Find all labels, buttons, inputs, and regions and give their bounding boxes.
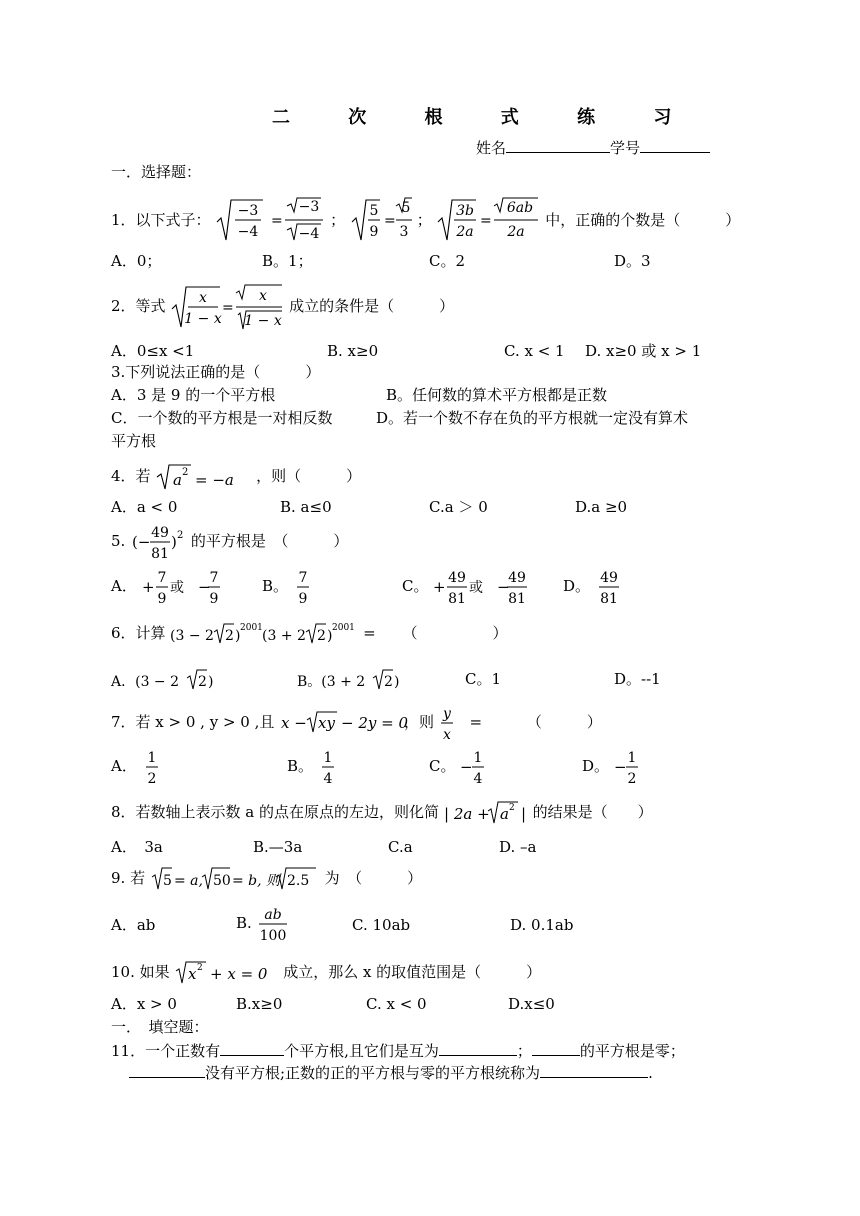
q4-expression xyxy=(155,461,251,493)
q10-option-a[interactable]: A．x > 0 xyxy=(111,995,177,1013)
q7-radicand: xy xyxy=(318,714,336,732)
q6-number: 6．计算 xyxy=(111,624,166,642)
svg-text:(−: (− xyxy=(132,533,151,551)
q11-part-2: 个平方根,且它们是互为 xyxy=(284,1042,439,1060)
q9-option-b[interactable] xyxy=(236,903,291,945)
question-9 xyxy=(111,863,422,894)
q8-option-c[interactable]: C.a xyxy=(388,838,413,856)
q8-power: 2 xyxy=(508,803,515,813)
q4-option-a[interactable]: A．a < 0 xyxy=(111,498,178,516)
q10-option-d[interactable]: D.x≤0 xyxy=(508,995,555,1013)
q2-tail: 成立的条件是（ ） xyxy=(289,297,455,315)
q8-option-a[interactable]: A． 3a xyxy=(111,838,163,856)
q10-option-c[interactable]: C. x < 0 xyxy=(366,995,427,1013)
q5-option-c-expression xyxy=(433,566,553,608)
q9-expression xyxy=(150,864,320,894)
q6-radicand-2: 2 xyxy=(317,628,327,644)
q9-option-c[interactable]: C. 10ab xyxy=(352,916,411,934)
q3-option-d[interactable]: D。若一个数不存在负的平方根就一定没有算术 xyxy=(376,409,689,427)
q6-paren: （ ） xyxy=(402,624,508,642)
q6-expression xyxy=(170,619,356,649)
q4-option-b[interactable]: B. a≤0 xyxy=(280,498,332,516)
q1-expression-2 xyxy=(350,196,412,246)
q5-power: 2 xyxy=(177,530,184,541)
q4-tail: ，则（ ） xyxy=(256,467,362,485)
q2-expression xyxy=(170,283,284,331)
q1-e1-den: −4 xyxy=(238,224,259,240)
q10-tail: 成立，那么 x 的取值范围是（ ） xyxy=(283,963,542,981)
q5-option-c[interactable] xyxy=(402,566,553,608)
q7-frac-den: x xyxy=(442,727,451,743)
q5-option-b[interactable] xyxy=(262,566,313,608)
q9-option-d[interactable]: D. 0.1ab xyxy=(510,916,574,934)
q8-expression xyxy=(444,798,528,828)
q6-a-radicand: 2 xyxy=(198,674,207,690)
question-10 xyxy=(111,957,541,988)
q7-option-c-label: C。 xyxy=(429,757,456,775)
q5-a-den-1: 9 xyxy=(157,591,167,607)
q9-radicand-1: 5 xyxy=(162,873,172,889)
q7-fraction xyxy=(439,702,457,744)
q1-e2-den: 9 xyxy=(369,224,379,240)
q1-e3-rnum: 6ab xyxy=(507,200,534,216)
q7-equals: = xyxy=(469,713,483,731)
q6-close-1: ) xyxy=(235,628,241,644)
question-4 xyxy=(111,460,361,493)
q1-e1-rnum: −3 xyxy=(299,199,320,215)
q5-d-den: 81 xyxy=(599,591,618,607)
q6-equals: = xyxy=(363,624,376,642)
q2-number: 2．等式 xyxy=(111,297,166,315)
q5-b-den: 9 xyxy=(298,591,308,607)
q1-tail: 中，正确的个数是（ ） xyxy=(545,211,741,229)
q11-part-5: 没有平方根;正数的正的平方根与零的平方根统称为 xyxy=(205,1064,541,1082)
q1-option-c[interactable]: C。2 xyxy=(429,252,466,270)
q9-option-b-expression xyxy=(257,903,291,945)
q2-option-b[interactable]: B. x≥0 xyxy=(327,342,379,360)
q7-option-b-label: B。 xyxy=(287,757,314,775)
q10-expression xyxy=(174,958,278,988)
q6-option-d[interactable]: D。--1 xyxy=(614,670,661,688)
q11-blank-4[interactable] xyxy=(129,1062,205,1078)
q5-c-den-2: 81 xyxy=(508,591,527,607)
q6-b-close: ) xyxy=(394,674,400,690)
q5-a-or: 或 xyxy=(169,580,184,596)
q6-radicand-1: 2 xyxy=(225,628,235,644)
question-8 xyxy=(111,797,653,828)
q7-paren: （ ） xyxy=(526,713,602,731)
svg-text:=: = xyxy=(383,213,396,229)
q7-a-num: 1 xyxy=(147,750,157,766)
question-3-stem: 3.下列说法正确的是（ ） xyxy=(111,363,321,381)
q11-part-1: 11．一个正数有 xyxy=(111,1042,221,1060)
q3-option-b[interactable]: B。任何数的算术平方根都是正数 xyxy=(386,386,608,404)
question-11-line-1 xyxy=(111,1040,685,1061)
q5-number: 5. xyxy=(111,532,126,550)
q7-option-a-expression xyxy=(142,746,162,788)
q5-num: 49 xyxy=(151,525,170,541)
question-2 xyxy=(111,283,454,331)
q8-stem: 8．若数轴上表示数 a 的点在原点的左边，则化简 xyxy=(111,803,440,821)
q1-e2-num: 5 xyxy=(369,203,379,219)
q7-number: 7．若 x > 0 , y > 0 ,且 xyxy=(111,713,275,731)
q6-factor-1: (3 − 2 xyxy=(170,628,215,644)
q6-option-c[interactable]: C。1 xyxy=(465,670,502,688)
q1-e3-num: 3b xyxy=(456,203,475,219)
q2-option-a[interactable]: A．0≤x <1 xyxy=(111,342,195,360)
q5-option-d[interactable] xyxy=(563,566,623,608)
q5-d-num: 49 xyxy=(599,570,618,586)
q5-option-b-label: B。 xyxy=(262,577,289,595)
q1-expression-1 xyxy=(215,196,325,246)
q5-option-b-expression xyxy=(293,566,313,608)
q4-number: 4．若 xyxy=(111,467,151,485)
q1-e3-rden: 2a xyxy=(507,224,526,240)
q10-number: 10. 如果 xyxy=(111,963,170,981)
q11-part-3: ； xyxy=(516,1042,532,1060)
q11-part-6: . xyxy=(648,1064,653,1082)
q8-option-b[interactable]: B.—3a xyxy=(253,838,303,856)
q7-b-num: 1 xyxy=(323,750,333,766)
q7-option-b[interactable] xyxy=(287,746,338,788)
name-label: 姓名 xyxy=(476,139,507,157)
q9-radicand-2: 50 xyxy=(212,873,231,889)
name-id-line xyxy=(476,137,710,158)
q6-b-label: B。(3 + 2 xyxy=(297,674,366,690)
q9-number: 9. 若 xyxy=(111,869,146,887)
q9-option-a[interactable]: A．ab xyxy=(111,916,156,934)
q7-option-c-expression xyxy=(460,746,492,788)
q6-b-radicand: 2 xyxy=(384,674,393,690)
q1-option-b[interactable]: B。1； xyxy=(262,252,313,270)
q8-lhs: | 2a + xyxy=(443,805,490,823)
q3-option-c[interactable]: C．一个数的平方根是一对相反数 xyxy=(111,409,333,427)
q5-option-d-expression xyxy=(595,566,623,608)
q7-option-d[interactable] xyxy=(582,746,646,788)
q6-close-2: ) xyxy=(327,628,333,644)
name-blank[interactable] xyxy=(506,137,610,153)
q1-option-d[interactable]: D。3 xyxy=(614,252,651,270)
q8-tail: 的结果是（ ） xyxy=(532,803,653,821)
q1-e3-den: 2a xyxy=(456,224,475,240)
q5-tail: 的平方根是 （ ） xyxy=(190,532,349,550)
q11-blank-1[interactable] xyxy=(220,1040,284,1056)
id-blank[interactable] xyxy=(640,137,710,153)
svg-text:+: + xyxy=(433,578,446,596)
q6-power-1: 2001 xyxy=(240,623,264,633)
q7-c-den: 4 xyxy=(473,771,483,787)
q5-option-a-expression xyxy=(142,566,242,608)
q1-sep-1: ； xyxy=(330,211,346,229)
q7-option-a-label: A． xyxy=(111,757,137,775)
q10-radicand: x xyxy=(188,965,197,983)
svg-text:−: − xyxy=(197,578,211,596)
q5-c-or: 或 xyxy=(469,580,484,596)
q10-rest: + x = 0 xyxy=(210,965,268,983)
q7-option-b-expression xyxy=(318,746,338,788)
q11-blank-3[interactable] xyxy=(532,1040,580,1056)
q11-blank-2[interactable] xyxy=(439,1040,517,1056)
q5-a-den-2: 9 xyxy=(209,591,219,607)
q1-expression-3 xyxy=(436,196,540,246)
id-label: 学号 xyxy=(610,139,641,157)
svg-text:=: = xyxy=(222,300,235,316)
q10-power: 2 xyxy=(197,963,204,973)
q4-power: 2 xyxy=(182,467,189,478)
q2-right-num: x xyxy=(259,288,268,304)
q6-factor-2: (3 + 2 xyxy=(262,628,307,644)
q7-d-num: 1 xyxy=(627,750,637,766)
q1-option-a[interactable]: A．0； xyxy=(111,252,162,270)
q6-option-a-expression xyxy=(111,667,215,693)
q4-option-c[interactable]: C.a ＞ 0 xyxy=(429,498,488,516)
q2-option-d[interactable]: D. x≥0 或 x > 1 xyxy=(585,342,702,360)
q6-power-2: 2001 xyxy=(332,623,356,633)
q7-then: ，则 xyxy=(403,713,434,731)
question-6 xyxy=(111,618,507,649)
q9-b-den: 100 xyxy=(259,928,286,944)
q4-radicand: a xyxy=(173,471,183,489)
q8-radicand: a xyxy=(499,805,509,823)
svg-text:): ) xyxy=(171,533,177,551)
q9-part-1: = a, xyxy=(173,873,203,889)
q7-rest: − 2y = 0 xyxy=(341,714,409,732)
q2-option-c[interactable]: C. x < 1 xyxy=(504,342,565,360)
q9-b-num: ab xyxy=(263,907,282,923)
q4-option-d[interactable]: D.a ≥0 xyxy=(575,498,628,516)
section-fill-heading: 一． 填空题： xyxy=(111,1018,209,1036)
q3-option-a[interactable]: A．3 是 9 的一个平方根 xyxy=(111,386,276,404)
question-11-line-2 xyxy=(129,1062,653,1083)
q7-d-den: 2 xyxy=(627,771,637,787)
question-1 xyxy=(111,196,740,246)
svg-text:−: − xyxy=(613,758,627,776)
q7-lhs: x − xyxy=(281,714,307,732)
q9-part-2: = b, 则 xyxy=(231,873,280,889)
q5-c-num-1: 49 xyxy=(448,570,467,586)
q10-option-b[interactable]: B.x≥0 xyxy=(236,995,283,1013)
q5-b-num: 7 xyxy=(298,570,308,586)
q2-left-num: x xyxy=(199,290,208,306)
q6-option-a[interactable] xyxy=(111,666,215,693)
q7-c-num: 1 xyxy=(473,750,483,766)
q1-e2-rden: 3 xyxy=(399,224,409,240)
q7-expression xyxy=(279,708,409,738)
q7-option-d-expression xyxy=(614,746,646,788)
q5-option-a[interactable] xyxy=(111,566,242,608)
q4-rhs: = −a xyxy=(195,471,235,489)
q9-option-b-label: B. xyxy=(236,914,252,932)
q6-a-close: ) xyxy=(208,674,214,690)
question-7 xyxy=(111,702,602,744)
q5-option-a-label: A． xyxy=(111,577,137,595)
page-title: 二 次 根 式 练 习 xyxy=(272,107,698,128)
svg-text:=: = xyxy=(271,213,284,229)
q6-a-label: A．(3 − 2 xyxy=(111,674,180,690)
q5-a-num-1: 7 xyxy=(157,570,167,586)
svg-text:−: − xyxy=(497,578,510,596)
q2-right-den: 1 − x xyxy=(244,313,283,329)
q5-c-num-2: 49 xyxy=(508,570,527,586)
q9-radicand-3: 2.5 xyxy=(286,873,310,889)
q7-option-d-label: D。 xyxy=(582,757,610,775)
q1-e2-rnum: 5 xyxy=(401,200,411,216)
q6-option-b[interactable] xyxy=(297,666,401,693)
q7-b-den: 4 xyxy=(323,771,333,787)
svg-text:=: = xyxy=(480,213,493,229)
svg-text:−: − xyxy=(460,758,473,776)
section-choice-heading: 一．选择题： xyxy=(111,163,202,181)
q5-a-num-2: 7 xyxy=(209,570,219,586)
q7-frac-num: y xyxy=(442,706,451,722)
q8-abs-close: | xyxy=(520,805,526,823)
q3-option-d-continued: 平方根 xyxy=(111,432,157,450)
q1-sep-2: ； xyxy=(416,211,432,229)
q5-option-d-label: D。 xyxy=(563,577,591,595)
q7-option-a[interactable] xyxy=(111,746,162,788)
q6-option-b-expression xyxy=(297,667,401,693)
q7-a-den: 2 xyxy=(147,771,157,787)
q5-option-c-label: C。 xyxy=(402,577,429,595)
q8-option-d[interactable]: D. –a xyxy=(499,838,537,856)
q9-tail: 为 （ ） xyxy=(324,869,423,887)
q5-expression xyxy=(130,520,186,564)
svg-text:+: + xyxy=(141,578,155,596)
q5-c-den-1: 81 xyxy=(448,591,467,607)
q1-e1-rden: −4 xyxy=(299,226,320,242)
q7-option-c[interactable] xyxy=(429,746,492,788)
q1-e1-num: −3 xyxy=(238,203,259,219)
question-5 xyxy=(111,520,348,564)
q2-left-den: 1 − x xyxy=(184,311,223,327)
q11-part-4: 的平方根是零； xyxy=(579,1042,685,1060)
q11-blank-5[interactable] xyxy=(540,1062,648,1078)
q1-number: 1．以下式子： xyxy=(111,211,211,229)
q5-den: 81 xyxy=(151,546,170,562)
